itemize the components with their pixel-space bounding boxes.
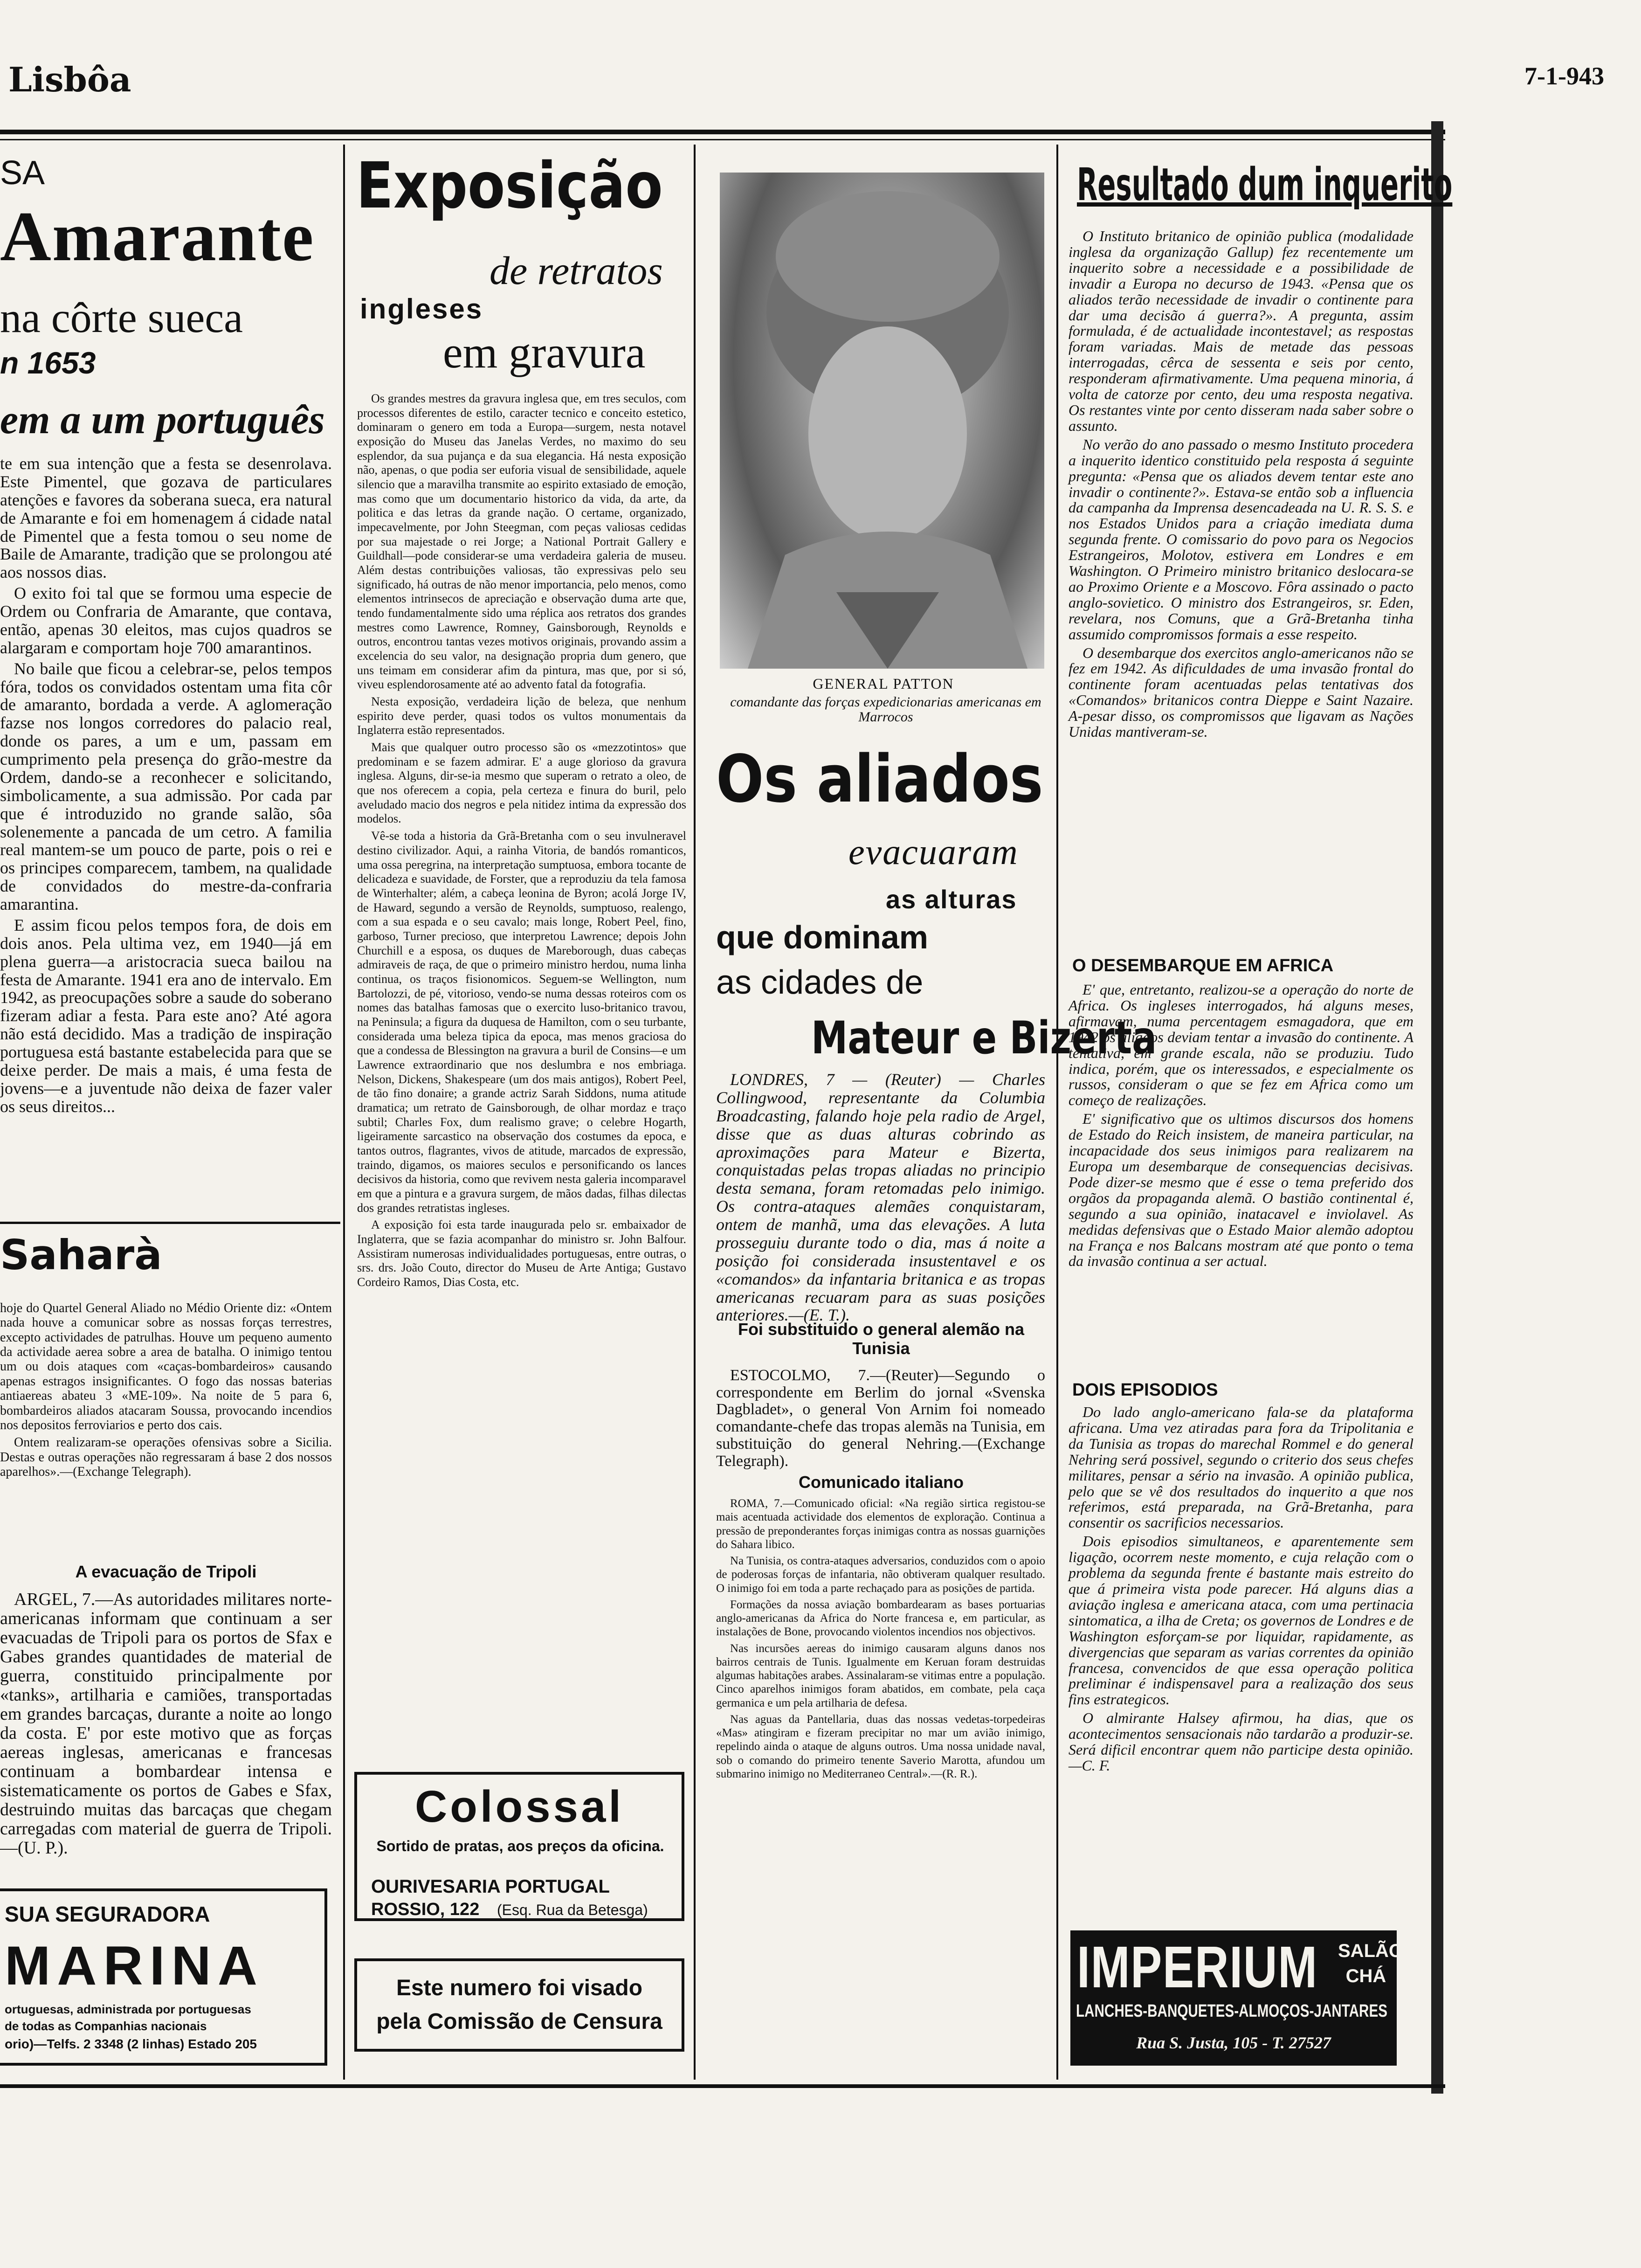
col4-paragraph: Do lado anglo-americano fala-se da plataforma africana. Uma vez atiradas para fora da Tripolitania e da Tunisia as tropas do marechal Rommel e do general Nehring será possivel, segundo o criterio dos seus chefes militares, pensar a sério na invasão. A opinião publica, pelo que se vê dos resultados do inquerito a que nos referimos, está preparada, na Grã-Bretanha, para consentir os sacrificios necessarios. (1069, 1404, 1413, 1531)
col3-paragraph: LONDRES, 7 — (Reuter) — Charles Collingwood, representante da Columbia Broadcasting, falando hoje pela radio de Argel, disse que as duas alturas cobrindo as aproximações para Mateur e Bizerta, conquistadas pelas tropas aliadas no principio desta semana, foram retomadas pelo inimigo. Os contra-ataques alemães conquistaram, ontem de manhã, uma das elevações. A luta prosseguiu durante todo o dia, mas á noite a posição foi considerada insustentavel e os «comandos» da infantaria britanica e as tropas americanas recuaram para as suas posições anteriores.—(E. T.). (716, 1070, 1045, 1325)
col1-paragraph: te em sua intenção que a festa se desenrolava. Este Pimentel, que gozava de particulares atenções e favores da soberana sueca, era natural de Amarante e foi em homenagem á cidade natal de Pimentel que a festa tomou o seu nome de Baile de Amarante, tradição que se prolongou até aos nossos dias. (0, 454, 332, 582)
col4-paragraph: E' que, entretanto, realizou-se a operação do norte de Africa. Os ingleses interrogados, há alguns meses, afirmavam, numa percentagem esmagadora, que em 1942 os aliados deviam tentar a invasão do continente. A tentativa, em grande escala, não se produziu. Tudo indica, porém, que os interessados, e especialmente os russos, consideram o que se fez em Africa como um começo de realizações. (1069, 981, 1413, 1109)
col3-paragraph: ESTOCOLMO, 7.—(Reuter)—Segundo o correspondente em Berlim do jornal «Svenska Dagbladet», o general Von Arnim foi nomeado comandante-chefe das tropas alemãs na Tunisia, em substituição do general Nehring.—(Exchange Telegraph). (716, 1367, 1045, 1470)
masthead-city: Lisbôa (8, 60, 131, 99)
top-rule (0, 130, 1445, 134)
col1-subhead-3: em a um português (0, 397, 325, 443)
col3-paragraph: Na Tunisia, os contra-ataques adversarios, conduzidos com o apoio de poderosas forças de infantaria, não obtiveram qualquer resultado. O inimigo foi em toda a parte rechaçado para as posições de partida. (716, 1555, 1045, 1595)
col3-subtitle-1: Foi substituido o general alemão na Tunisia (738, 1320, 1025, 1358)
colossal-ad (354, 1772, 684, 1921)
imperium-ad (1070, 1930, 1403, 2066)
censor-line2: pela Comissão de Censura (376, 2009, 662, 2034)
sahara-paragraph: Ontem realizaram-se operações ofensivas sobre a Sicilia. Destas e outras operações não regressaram á base 2 dos nossos aparelhos».—(Exchange Telegraph). (0, 1435, 332, 1479)
imperium-ad-side2: CHÁ (1345, 1966, 1386, 1986)
page-date: 7-1-943 (1524, 62, 1604, 90)
imperium-ad-title: IMPERIUM (1077, 1934, 1318, 2000)
col1-headline: Amarante (0, 197, 315, 276)
patton-photo (720, 173, 1044, 669)
col2-subhead-2: ingleses (360, 293, 483, 325)
marina-ad-line1: SUA SEGURADORA (5, 1902, 210, 1926)
col1-subhead-1: na côrte sueca (0, 294, 243, 341)
col3-paragraph: Formações da nossa aviação bombardearam as bases portuarias anglo-americanas da Africa do Norte francesa e, em particular, as instalações de Bone, provocando violentos incendios nos objectivos. (716, 1598, 1045, 1639)
col2-paragraph: Mais que qualquer outro processo são os «mezzotintos» que predominam e se fazem admirar. E' a auge glorioso da gravura inglesa. Alguns, dir-se-ia mesmo que superam o retrato a oleo, de que nos oferecem a copia, pela certeza e finura do buril, pelo aveludado macio dos negros e pela nitidez intima da expressão dos modelos. (357, 740, 686, 826)
col3-article (716, 1071, 1045, 1327)
colossal-ad-line3b: (Esq. Rua da Betesga) (497, 1902, 648, 1918)
col2-headline: Exposição (356, 149, 663, 223)
right-border (1431, 121, 1443, 2094)
sahara-article (0, 1301, 332, 1482)
portrait-image (720, 173, 1044, 669)
col1-paragraph: O exito foi tal que se formou uma especie de Ordem ou Confraria de Amarante, que contava, então, apenas 30 eleitos, mas cujos quadros se alargaram e comportam hoje 700 amarantinos. (0, 584, 332, 657)
col4-paragraph: E' significativo que os ultimos discursos dos homens de Estado do Reich insistem, de maneira particular, na incapacidade dos seus inimigos para realizarem na Europa um desembarque de consequencias decisivas. Pode dizer-se mesmo que é esse o tema preferido dos orgãos da propaganda alemã. O bastião continental é, segundo a sua opinião, inatacavel e inviolavel. As medidas defensivas que o Estado Maior alemão adoptou na França e nos Balcans mostram até que ponto o tema da invasão continua a ser actual. (1069, 1110, 1413, 1270)
col2-paragraph: Vê-se toda a historia da Grã-Bretanha com o seu invulneravel destino civilizador. Aqui, a rainha Vitoria, de bandós romanticos, uma ossa peregrina, na interpretação sumptuosa, embora tocante de delicadeza e suavidade, de Forster, que a reproduziu da tela famosa de Winterhalter; além, a cabeça leonina de Byron; acolá Jorge IV, de Haward, segundo a versão de Reynolds, sumptuoso, realengo, com a sua espada e o seu cavalo; mais longe, Robert Peel, fino, garboso, Turner precioso, que interpretou Lawrence; depois John Churchill e a esposa, os duques de Mareborough, duas cabeças admiraveis de raça, de que o primeiro ministro herdou, numa linha continua, os traços fisionomicos. Seguem-se Wellington, num Bartolozzi, de pé, vitorioso, vendo-se numa dessas roteiros com os nomes das batalhas famosas que o exercito luso-britanico travou, na Peninsula; a figura da duquesa de Hamilton, com o seu turbante, considerada uma beleza tipica da epoca, mas menos graciosa do que a condessa de Blessington na gravura a buril de Consins—e um Lawrence extraordinario que nos deslumbra e nos embriaga. Nelson, Dickens, Shakespeare (um dos mais antigos), Robert Peel, de tão fino donaire; a grande actriz Sarah Siddons, numa atitude dramatica; um retrato de Gainsborough, de olhar mordaz e traço subtil; Charles Fox, dum realismo grave; o celebre Hogarth, ligeiramente sarcastico na observação dos costumes da epoca, e tantos outros, flagrantes, vivos de atitude, marcados de expressão, traindo, digamos, os maiores seculos e personificando os lances decisivos da historia, como que revivem nesta galeria incomparavel em que a pintura e a gravura surgem, de mãos dadas, filhas dilectas dos grandes retratistas ingleses. (357, 829, 686, 1215)
col4-paragraph: O Instituto britanico de opinião publica (modalidade inglesa da organização Gallup) fez recentemente um inquerito sobre a necessidade e a possibilidade de invadir a Europa no decurso de 1943. «Pensa que os aliados terão necessidade de invadir o continente para dar uma decisão á guerra?». A pregunta, assim formulada, é de actualidade incontestavel; as respostas foram variadas. Mais de metade das pessoas interrogadas, cêrca de sessenta e seis por cento, responderam afirmativamente. Uma pequena minoria, á volta de catorze por cento, deu uma resposta negativa. Os restantes vinte por cento disseram nada saber sobre o assunto. (1069, 228, 1413, 434)
col1-paragraph: E assim ficou pelos tempos fora, de dois em dois anos. Pela ultima vez, em 1940—já em plena guerra—a aristocracia sueca bailou na festa de Amarante. 1941 era ano de intervalo. Em 1942, as preocupações sobre a saude do soberano fizeram adiar a festa. Para este ano? Até agora não está decidido. Mas a tradição de inspiração portuguesa está bastante estabelecida para que se deixe perder. De mais a mais, é uma festa de jovens—e a juventude não deixa de fazer valer os seus direitos... (0, 915, 332, 1116)
col1-paragraph: No baile que ficou a celebrar-se, pelos tempos fóra, todos os convidados ostentam uma fita côr de amaranto, bordada a verde. A aglomeração fazse nos longos corredores do palacio real, donde os pares, a um e um, passam em cumprimento pela presença do grão-mestre da Ordem, dando-se a reconhecer e solicitando, simbolicamente, a sua admissão. Por cada par que é introduzido no grande salão, sôa solenemente a pancada de um cetro. A familia real mantem-se um pouco de parte, pois o rei e os principes comparecem, tambem, na qualidade de convidados do mestre-da-confraria amarantina. (0, 659, 332, 913)
col1-article (0, 455, 332, 1119)
col3-subhead-4: as cidades de (716, 964, 924, 1001)
col1-divider (0, 1222, 340, 1224)
col3-subhead-5: Mateur e Bizerta (811, 1012, 1157, 1064)
photo-caption-name: GENERAL PATTON (813, 675, 954, 692)
col3-subhead-3: que dominam (716, 919, 929, 955)
col3-paragraph: ROMA, 7.—Comunicado oficial: «Na região sirtica registou-se mais acentuada actividade dos elementos de exploração. Continua a pressão de preponderantes forças inimigas contra as nossas guarnições do Sahara libico. (716, 1497, 1045, 1551)
imperium-ad-side1: SALÃO (1338, 1941, 1403, 1961)
sahara-paragraph: hoje do Quartel General Aliado no Médio Oriente diz: «Ontem nada houve a comunicar sobre as nossas forças terrestres, excepto actividades de patrulhas. Houve um pequeno aumento da actividade aerea sobre a area de batalha. O inimigo tentou um ou dois ataques com «caças-bombardeiros» causando apenas estragos insignificantes. O fogo das nossas baterias antiaereas abateu 3 «ME-109». Na noite de 5 para 6, bombardeiros aliados atacaram Soussa, provocando incendios nos depositos ferroviarios e perto dos cais. (0, 1301, 332, 1432)
col1-subhead-2: n 1653 (0, 346, 96, 380)
col4-paragraph: O desembarque dos exercitos anglo-americanos não se fez em 1942. As dificuldades de uma invasão frontal do continente foram acentuadas pelas tentativas dos «Comandos» britanicos contra Dieppe e Saint Nazaire. A-pesar disso, os compromissos que ligavam as Nações Unidas mantiveram-se. (1069, 644, 1413, 740)
col3-article-2 (716, 1367, 1045, 1473)
marina-ad-line3: ortuguesas, administrada por portuguesas (5, 2002, 251, 2016)
marina-ad (0, 1888, 327, 2066)
col2-paragraph: A exposição foi esta tarde inaugurada pelo sr. embaixador de Inglaterra, que se fazia acompanhar do ministro sr. John Balfour. Assistiram numerosas individualidades portuguesas, entre outras, o srs. drs. João Couto, director do Museu de Arte Antiga; Gustavo Cordeiro Ramos, Dias Costa, etc. (357, 1218, 686, 1289)
tripoli-article (0, 1590, 332, 1860)
col4-paragraph: Dois episodios simultaneos, e aparentemente sem ligação, ocorrem neste momento, e cuja relação com o problema da segunda frente é bastante mais estreito do que á primeira vista pode parecer. Há alguns dias a aviação inglesa e americana ataca, com uma pertinacia sintomatica, a ilha de Creta; os governos de Londres e de Washington esforçam-se por liquidar, rapidamente, as divergencias que separam as varias correntes da opinião francesa, convencidos de que essa operação politica preliminar é indispensavel para a realização dos seus fins estrategicos. (1069, 1533, 1413, 1708)
colossal-ad-line1: Sortido de pratas, aos preços da oficina. (376, 1838, 664, 1854)
censor-line1: Este numero foi visado (396, 1976, 643, 2000)
col2-article (357, 392, 686, 1293)
col-divider-2 (694, 145, 696, 2080)
bottom-rule (0, 2084, 1445, 2088)
col3-subtitle-2: Comunicado italiano (798, 1473, 964, 1492)
colossal-ad-line2: OURIVESARIA PORTUGAL (371, 1876, 610, 1897)
colossal-ad-line3: ROSSIO, 122 (371, 1900, 480, 1919)
top-rule-thin (0, 139, 1445, 140)
col3-headline: Os aliados (716, 741, 1043, 817)
col-divider-3 (1056, 145, 1058, 2080)
col3-subhead-2: as alturas (886, 885, 1017, 914)
censor-notice (354, 1958, 684, 2052)
col4-subtitle-2: DOIS EPISODIOS (1072, 1380, 1218, 1400)
colossal-ad-title: Colossal (414, 1782, 624, 1832)
col3-paragraph: Nas incursões aereas do inimigo causaram alguns danos nos bairros centrais de Tunis. Igualmente em Keruan foram destruidas algumas habitações arabes. Assinalaram-se vitimas entre a população. Cinco aparelhos inimigos foram abatidos, em combate, pela caça germanica e um pela artilharia de defesa. (716, 1642, 1045, 1709)
sahara-title: Saharà (0, 1231, 162, 1279)
col4-headline: Resultado dum inquerito (1077, 159, 1453, 211)
col1-kicker: SA (0, 154, 45, 192)
tripoli-paragraph: ARGEL, 7.—As autoridades militares norte-americanas informam que continuam a ser evacuadas de Tripoli para os portos de Sfax e Gabes grandes quantidades de material de guerra, constituido principalmente por «tanks», artilharia e camiões, transportadas em grandes barcaças, durante a noite ao longo da costa. E' por este motivo que as forças aereas inglesas, americanas e francesas continuam a bombardear intensa e sistematicamente os portos de Gabes e Sfax, destruindo muitas das barcaças que chegam carregadas com material de guerra de Tripoli.—(U. P.). (0, 1590, 332, 1858)
col4-article-2 (1069, 982, 1413, 1272)
col4-article (1069, 228, 1413, 743)
col3-article-3 (716, 1497, 1045, 1784)
imperium-ad-line2: Rua S. Justa, 105 - T. 27527 (1136, 2033, 1331, 2052)
col4-article-3 (1069, 1404, 1413, 1777)
col2-subhead-3: em gravura (443, 327, 646, 377)
marina-ad-line5: orio)—Telfs. 2 3348 (2 linhas) Estado 205 (5, 2037, 257, 2051)
marina-ad-line4: de todas as Companhias nacionais (5, 2019, 207, 2033)
col3-subhead-1: evacuaram (848, 831, 1019, 872)
imperium-ad-line1: LANCHES-BANQUETES-ALMOÇOS-JANTARES (1076, 2001, 1388, 2021)
col4-subtitle-1: O DESEMBARQUE EM AFRICA (1072, 956, 1334, 975)
col2-paragraph: Os grandes mestres da gravura inglesa que, em tres seculos, com processos diferentes de estilo, caracter tecnico e conceito estetico, dominaram o genero em toda a Europa—surgem, nesta notavel exposição do Museu das Janelas Verdes, no maximo do seu esplendor, da sua pujança e da sua elegancia. Há nesta exposição não, apenas, o que podia ser euforia visual de sensibilidade, aquele silencio que a maravilha transmite ao espirito extasiado de emoção, mas como que um documentario historico da vida, da arte, da politica e das letras da grande nação. O certame, organizado, impecavelmente, por John Steegman, com peças valiosas cedidas por sua majestade o rei Jorge; a National Portrait Gallery e Guildhall—pode considerar-se uma verdadeira galeria de museu. Além destas contribuições valiosas, tão expressivas pelo seu significado, há outras de não menor importancia, pelo menos, como elementos intrinsecos de apreciação e observação duma arte que, tendo fundamentalmente sido uma réplica aos retratos dos grandes mestres como Lawrence, Romney, Gainsborough, Reynolds e outros, encontrou tantas vezes motivos originais, provando assim a excelencia do seu valor, na designação propria dum genero, que uns teimam em considerar afim da pintura, mas que, por si só, viveu esplendorosamente até ao advento fatal da fotografia. (357, 392, 686, 691)
col2-subhead-1: de retratos (490, 248, 663, 293)
col4-paragraph: O almirante Halsey afirmou, ha dias, que os acontecimentos sensacionais não tardarão a produzir-se. Será dificil encontrar quem não participe desta opinião.—C. F. (1069, 1709, 1413, 1774)
photo-caption-text: comandante das forças expedicionarias americanas em Marrocos (730, 694, 1041, 725)
marina-ad-brand: MARINA (5, 1935, 264, 1997)
col-divider-1 (343, 145, 345, 2080)
col3-paragraph: Nas aguas da Pantellaria, duas das nossas vedetas-torpedeiras «Mas» atingiram e fizeram precipitar no mar um avião inimigo, repelindo ainda o ataque de alguns outros. Uma nossa unidade naval, sob o comando do primeiro tenente Saverio Marotta, afundou um submarino inimigo no Mediterraneo Central».—(R. R.). (716, 1713, 1045, 1780)
col2-paragraph: Nesta exposição, verdadeira lição de beleza, que nenhum espirito deve perder, quasi todos os vultos monumentais da Inglaterra estão representados. (357, 695, 686, 737)
col4-paragraph: No verão do ano passado o mesmo Instituto procedera a inquerito identico constituido pela resposta á seguinte pregunta: «Pensa que os aliados devem tentar este ano invadir o continente?». Estava-se então sob a influencia da campanha da Imprensa desencadeada na U. R. S. S. e nos Estados Unidos para a criação imediata duma segunda frente. O comissario do povo para os Negocios Estrangeiros, Molotov, estivera em Londres e em Washington. O Primeiro ministro britanico deslocara-se ao Proximo Oriente e a Moscovo. Fôra assinado o pacto anglo-sovietico. O ministro dos Estrangeiros, sr. Eden, revelara, nos Comuns, que a Grã-Bretanha tinha assumido compromissos formais a esse respeito. (1069, 436, 1413, 643)
tripoli-title: A evacuação de Tripoli (75, 1562, 257, 1581)
